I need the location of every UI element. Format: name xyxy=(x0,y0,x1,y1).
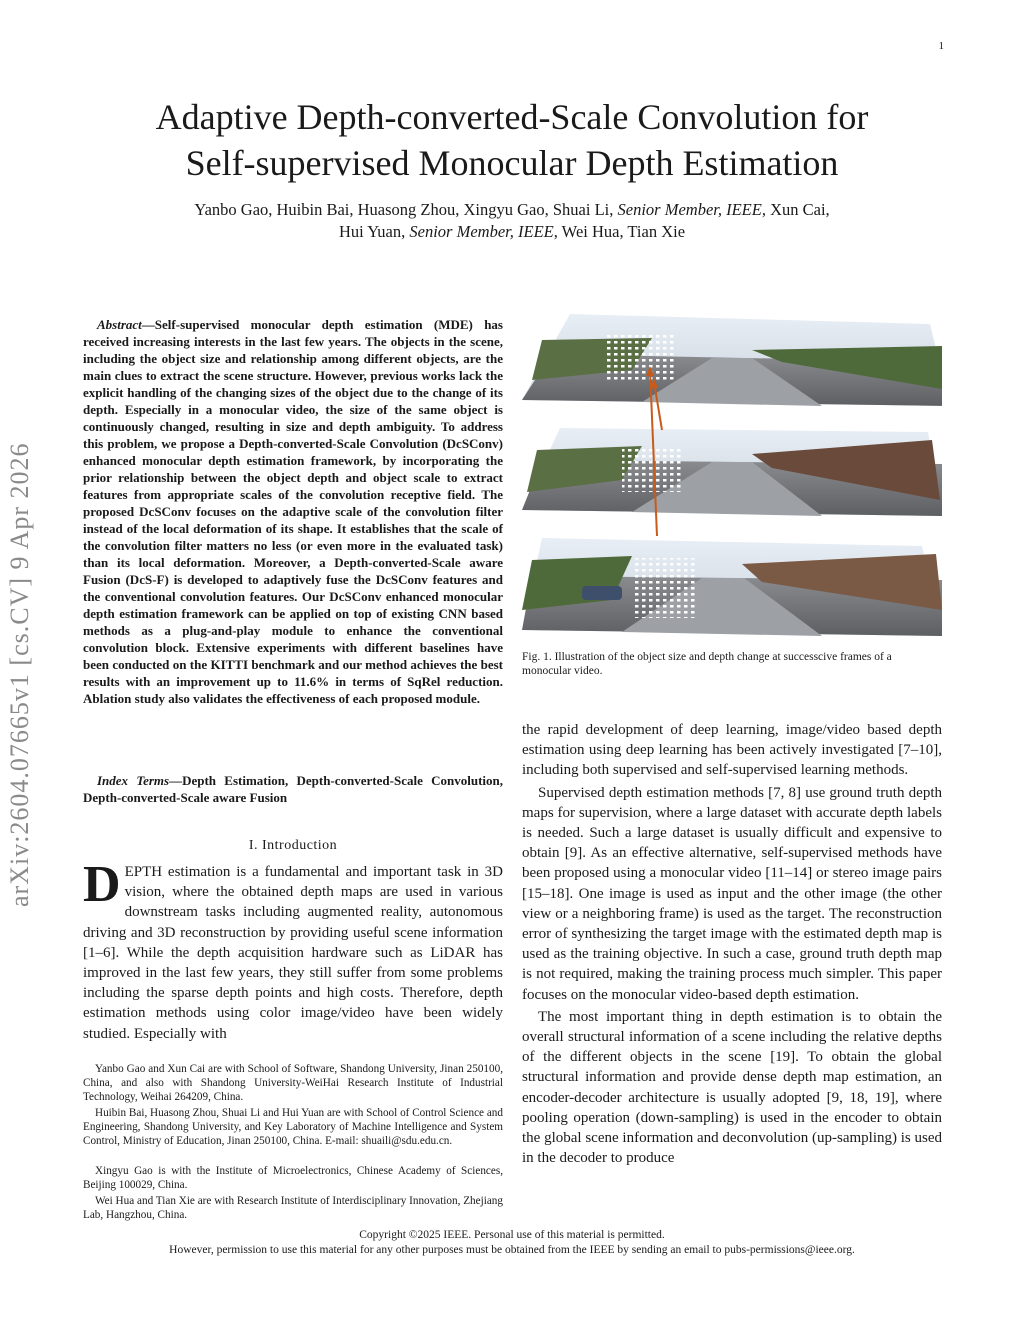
figure-caption: Fig. 1. Illustration of the object size and depth change at successcive frames of a monocular video. xyxy=(522,651,892,677)
authors-line2-em: Senior Member, IEEE xyxy=(409,222,554,241)
authors-line1-a: Yanbo Gao, Huibin Bai, Huasong Zhou, Xingyu Gao, Shuai Li, xyxy=(194,200,618,219)
paper-title xyxy=(60,94,964,186)
sampling-grid-3 xyxy=(632,558,696,618)
index-terms-label: Index Terms xyxy=(97,773,170,788)
figure-1 xyxy=(522,310,942,640)
footnote-3: Xingyu Gao is with the Institute of Microelectronics, Chinese Academy of Sciences, Beijing 100029, China. xyxy=(83,1165,503,1192)
intro-first-word: EPTH xyxy=(124,864,163,880)
abstract-text: —Self-supervised monocular depth estimation (MDE) has received increasing interests in the last few years. The objects in the scene, including the object size and relationship among different objects, are the main clues to extract the scene structure. However, previous works lack the explicit handling of the changing sizes of the object due to the change of its depth. Especially in a monocular video, the size of the same object is continuously changed, resulting in size and depth ambiguity. To address this problem, we propose a Depth-converted-Scale Convolution (DcSConv) enhanced monocular depth estimation framework, by incorporating the prior relationship between the object depth and object scale to extract features from appropriate scales of the convolution receptive field. The proposed DcSConv focuses on the adaptive scale of the convolution filter instead of the local deformation of its shape. It establishes that the scale of the convolution filter matters no less (or even more in the evaluated task) than its local deformation. Moreover, a Depth-converted-Scale aware Fusion (DcS-F) is developed to adaptively fuse the DcSConv features and the conventional convolution features. Our DcSConv enhanced monocular depth estimation framework can be applied on top of existing CNN based methods as a plug-and-play module to enhance the conventional convolution block. Extensive experiments with different baselines have been conducted on the KITTI benchmark and our method achieves the best results with an improvement up to 11.6% in terms of SqRel reduction. Ablation study also validates the effectiveness of each proposed module. xyxy=(83,317,503,706)
copyright-line-1: Copyright ©2025 IEEE. Personal use of this material is permitted. xyxy=(359,1229,665,1241)
abstract-label: Abstract xyxy=(97,317,142,332)
sampling-grid-1 xyxy=(607,332,677,382)
authors-line1-em: Senior Member, IEEE xyxy=(617,200,762,219)
right-paragraph-2: Supervised depth estimation methods [7, 8] use ground truth depth maps for supervision, where a large dataset with accurate depth labels is needed. Such a large dataset is usually difficult and expensive to obtain [9]. As an effective alternative, self-supervised methods have been proposed using a monocular video [11–14] or stereo image pairs [15–18]. One image is used as input and the other image (the other view or a neighboring frame) is used as the target. The reconstruction error of synthesizing the target image with the estimated depth map is used as the training objective. In such a case, ground truth depth map is not required, making the training process much simpler. This paper focuses on the monocular video-based depth estimation. xyxy=(522,784,942,1003)
copyright-notice xyxy=(40,1228,984,1258)
right-paragraph-3: The most important thing in depth estimation is to obtain the overall structural information of a scene including the relative depths of the different objects in the scene [19]. To obtain the global structural information and provide dense depth map estimation, an encoder-decoder architecture is usually adopted [9, 18, 19], where pooling operation (down-sampling) is used in the encoder to obtain the global scene information and deconvolution (up-sampling) is used in the decoder to produce xyxy=(522,1008,942,1167)
frame-1 xyxy=(522,314,942,406)
intro-text: estimation is a fundamental and important task in 3D vision, where the obtained depth maps are used in various downstream tasks including augmented reality, autonomous driving and 3D reconstruction by providing useful scene information [1–6]. While the depth acquisition hardware such as LiDAR has improved in the last few years, they still suffer from some problems including the sparse depth points and high costs. Therefore, depth estimation methods using color image/video have been widely studied. Especially with xyxy=(83,864,503,1042)
drop-cap: D xyxy=(83,856,121,913)
index-terms xyxy=(83,772,503,806)
title-line-1: Adaptive Depth-converted-Scale Convolution for xyxy=(155,97,869,137)
page-number: 1 xyxy=(938,40,944,52)
authors-line2-a: Hui Yuan, xyxy=(338,222,410,241)
copyright-line-2: However, permission to use this material for any other purposes must be obtained from the IEEE by sending an email to pubs-permissions@ieee.org. xyxy=(169,1244,855,1256)
abstract xyxy=(83,316,503,707)
right-paragraph-1: the rapid development of deep learning, image/video based depth estimation using deep learning has been actively investigated [7–10], including both supervised and self-supervised learning methods. xyxy=(522,722,942,779)
title-line-2: Self-supervised Monocular Depth Estimation xyxy=(185,143,839,183)
section-heading: I. Introduction xyxy=(248,838,338,853)
arxiv-stamp: arXiv:2604.07665v1 [cs.CV] 9 Apr 2026 xyxy=(5,442,34,908)
footnote-4: Wei Hua and Tian Xie are with Research Institute of Interdisciplinary Innovation, Zhejiang Lab, Hangzhou, China. xyxy=(83,1195,503,1222)
authors-line2-b: , Wei Hua, Tian Xie xyxy=(553,222,686,241)
frame-2 xyxy=(522,428,942,516)
authors-line1-b: , Xun Cai, xyxy=(761,200,830,219)
right-column xyxy=(522,720,942,1168)
intro-paragraph xyxy=(83,856,503,1044)
footnote-1: Yanbo Gao and Xun Cai are with School of Software, Shandong University, Jinan 250100, China, and also with Shandong University-WeiHai Research Institute of Industrial Technology, Weihai 264209, China. xyxy=(83,1063,503,1104)
footnote-2: Huibin Bai, Huasong Zhou, Shuai Li and Hui Yuan are with School of Control Science and Engineering, Shandong University, and Key Laboratory of Machine Intelligence and System Control, Ministry of Education, Jinan 250100, China. E-mail: shuaili@sdu.edu.cn. xyxy=(83,1107,503,1148)
index-terms-text: —Depth Estimation, Depth-converted-Scale Convolution, Depth-converted-Scale aware Fusion xyxy=(83,773,503,805)
sampling-grid-2 xyxy=(622,446,682,492)
author-list xyxy=(80,199,944,243)
frame-3 xyxy=(522,538,942,636)
